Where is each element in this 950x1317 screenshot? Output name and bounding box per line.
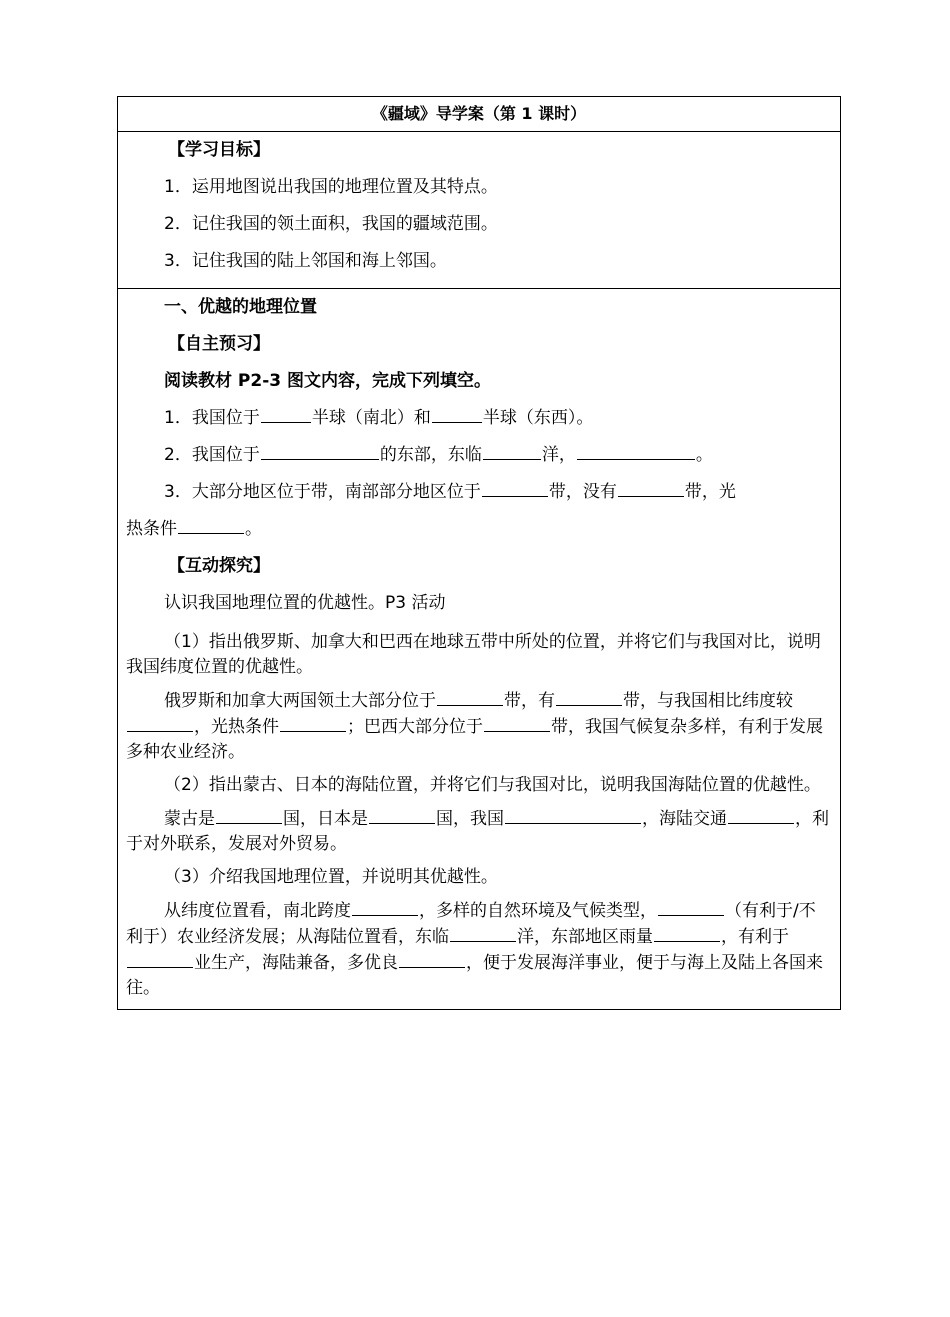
blank-field[interactable] [280, 714, 346, 732]
objective-item: 1．运用地图说出我国的地理位置及其特点。 [164, 177, 498, 197]
objective-item: 3．记住我国的陆上邻国和海上邻国。 [164, 251, 447, 271]
blank-field[interactable] [556, 688, 622, 706]
q1-text: 1．我国位于 [164, 408, 260, 428]
blank-field[interactable] [437, 688, 503, 706]
blank-field[interactable] [658, 898, 724, 916]
preview-heading: 【自主预习】 [168, 334, 270, 354]
explore-answer-2 [126, 806, 830, 857]
q2-text: 洋， [541, 445, 576, 465]
blank-field[interactable] [216, 806, 282, 824]
q2-text: 2．我国位于 [164, 445, 260, 465]
p1-text: 俄罗斯和加拿大两国领土大部分位于 [164, 691, 436, 711]
q1-text: 半球（南北）和 [311, 408, 431, 428]
p1-text: 带，有 [504, 691, 555, 711]
explore-heading: 【互动探究】 [168, 556, 270, 576]
p1-text: ；巴西大部分位于 [347, 717, 483, 737]
explore-question-3: （3）介绍我国地理位置，并说明其优越性。 [164, 867, 498, 887]
p1-text: ，光热条件 [194, 717, 279, 737]
p2-text: 国，我国 [436, 809, 504, 829]
p2-text: ，海陆交通 [642, 809, 727, 829]
p3-text: 从纬度位置看，南北跨度 [164, 901, 351, 921]
blank-field[interactable] [484, 714, 550, 732]
section-location [118, 289, 840, 1009]
blank-field[interactable] [352, 898, 418, 916]
q2-text: 的东部，东临 [379, 445, 482, 465]
blank-field[interactable] [369, 806, 435, 824]
blank-field[interactable] [178, 516, 244, 534]
p1-text: 带，与我国相比纬度较 [623, 691, 793, 711]
blank-field[interactable] [482, 479, 548, 497]
objectives-heading: 【学习目标】 [168, 140, 270, 160]
question-3-cont [126, 511, 830, 548]
p2-text: 国，日本是 [283, 809, 368, 829]
blank-field[interactable] [728, 806, 794, 824]
blank-field[interactable] [432, 405, 482, 423]
p3-text: 业生产，海陆兼备，多优良 [194, 953, 398, 973]
blank-field[interactable] [654, 924, 720, 942]
p1-text: 带，我国气候复杂多样，有利于发展多种农业经济。 [126, 717, 823, 762]
blank-field[interactable] [399, 950, 465, 968]
blank-field[interactable] [450, 924, 516, 942]
worksheet-table [117, 96, 841, 1010]
blank-field[interactable] [127, 950, 193, 968]
p3-text: ，多样的自然环境及气候类型， [419, 901, 657, 921]
q3-text: 3．大部分地区位于带，南部部分地区位于 [164, 482, 481, 502]
q3-text: 带，光 [684, 482, 736, 502]
q3-text: 带，没有 [548, 482, 617, 502]
blank-field[interactable] [127, 714, 193, 732]
reading-instruction: 阅读教材 P2-3 图文内容，完成下列填空。 [164, 371, 492, 391]
blank-field[interactable] [577, 442, 695, 460]
blank-field[interactable] [261, 442, 379, 460]
p2-text: 蒙古是 [164, 809, 215, 829]
page-title: 《疆域》导学案（第 1 课时） [118, 97, 840, 132]
question-3 [126, 474, 830, 511]
p3-text: ，有利于 [721, 927, 789, 947]
question-2 [126, 437, 830, 474]
blank-field[interactable] [505, 806, 641, 824]
explore-answer-3 [126, 898, 830, 1001]
blank-field[interactable] [261, 405, 311, 423]
objective-item: 2．记住我国的领土面积，我国的疆域范围。 [164, 214, 498, 234]
explore-question-2: （2）指出蒙古、日本的海陆位置，并将它们与我国对比，说明我国海陆位置的优越性。 [164, 775, 821, 795]
q1-text: 半球（东西）。 [482, 408, 594, 428]
explore-answer-1 [126, 688, 830, 765]
q2-text: 。 [695, 445, 713, 465]
section-heading: 一、优越的地理位置 [164, 297, 317, 317]
objectives-section [118, 132, 840, 289]
p3-text: ，便于发展海洋事业，便于与海上及陆上各国来往。 [126, 953, 823, 998]
p2-text: ，利于对外联系，发展对外贸易。 [126, 809, 829, 854]
q3-text: 热条件 [126, 519, 177, 539]
blank-field[interactable] [483, 442, 541, 460]
q3-text: 。 [245, 519, 262, 539]
blank-field[interactable] [618, 479, 684, 497]
question-1 [126, 400, 830, 437]
explore-intro: 认识我国地理位置的优越性。P3 活动 [164, 593, 446, 613]
p3-text: 洋，东部地区雨量 [517, 927, 653, 947]
p3-text: （有利于/不利于）农业经济发展；从海陆位置看，东临 [126, 901, 816, 947]
explore-question-1: （1）指出俄罗斯、加拿大和巴西在地球五带中所处的位置，并将它们与我国对比，说明我国纬度位置的优越性。 [126, 632, 821, 677]
